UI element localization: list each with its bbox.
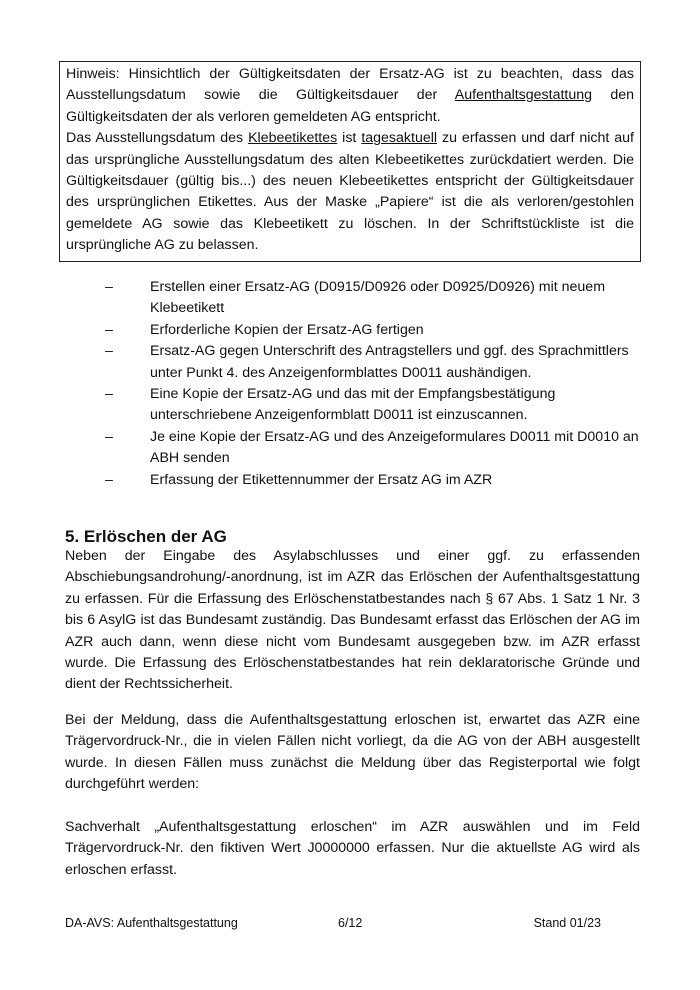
section-paragraph-2: Bei der Meldung, dass die Aufenthaltsgestattung erloschen ist, erwartet das AZR eine Trägervordruck-Nr., die in vielen Fällen nicht vorliegt, da die AG von der ABH ausgestellt wurde. In diesen Fällen muss zunächst die Meldung über das Registerportal wie folgt durchgeführt werden: bbox=[65, 712, 640, 793]
notice-text: Das Ausstellungsdatum des bbox=[66, 130, 249, 147]
list-item bbox=[105, 470, 640, 491]
list-item-text: Erforderliche Kopien der Ersatz-AG fertigen bbox=[150, 321, 424, 338]
dash-bullet-icon: – bbox=[105, 321, 113, 338]
notice-paragraph-2 bbox=[66, 128, 634, 256]
dash-bullet-icon: – bbox=[105, 386, 113, 403]
section-paragraph-1: Neben der Eingabe des Asylabschlusses und einer ggf. zu erfassenden Abschiebungsandrohung/-anordnung, ist im AZR das Erlöschen der Aufenthaltsgestattung zu erfassen. Für die Erfassung des Erlöschenstatbestandes nach § 67 Abs. 1 Satz 1 Nr. 3 bis 6 AsylG ist das Bundesamt zuständig. Das Bundesamt erfasst das Erlöschen der AG im AZR auch dann, wenn diese nicht vom Bundesamt ausgegeben bzw. im AZR erfasst wurde. Die Erfassung des Erlöschenstatbestandes hat rein deklaratorische Gründe und dient der Rechtssicherheit. bbox=[65, 548, 640, 693]
list-item-text: Erstellen einer Ersatz-AG (D0915/D0926 oder D0925/D0926) mit neuem Klebeetikett bbox=[150, 279, 606, 317]
notice-text: Hinweis: Hinsichtlich der Gültigkeitsdaten der Ersatz-AG ist zu beachten, dass das Ausstellungsdatum sowie die Gültigkeitsdauer der bbox=[66, 66, 634, 104]
list-item-text: Eine Kopie der Ersatz-AG und das mit der Empfangsbestätigung unterschriebene Anzeigenformblatt D0011 ist einzuscannen. bbox=[150, 386, 556, 424]
notice-text: ist bbox=[337, 130, 362, 147]
steps-list bbox=[105, 277, 640, 491]
notice-text: den Gültigkeitsdaten der als verloren gemeldeten AG entspricht. bbox=[66, 87, 634, 125]
section-paragraph-3: Sachverhalt „Aufenthaltsgestattung erloschen“ im AZR auswählen und im Feld Trägervordruck-Nr. den fiktiven Wert J0000000 erfassen. Nur die aktuellste AG wird als erloschen erfasst. bbox=[65, 819, 640, 878]
dash-bullet-icon: – bbox=[105, 471, 113, 488]
dash-bullet-icon: – bbox=[105, 343, 113, 360]
list-item-text: Erfassung der Etikettennummer der Ersatz AG im AZR bbox=[150, 471, 493, 488]
dash-bullet-icon: – bbox=[105, 428, 113, 445]
list-item bbox=[105, 427, 640, 470]
list-item bbox=[105, 341, 640, 384]
dash-bullet-icon: – bbox=[105, 279, 113, 295]
notice-term-tagesaktuell: tagesaktuell bbox=[361, 130, 438, 147]
notice-term-klebeetikettes: Klebeetikettes bbox=[248, 130, 338, 147]
notice-box bbox=[59, 61, 641, 262]
notice-text: zu erfassen und darf nicht auf das ursprüngliche Ausstellungsdatum des alten Klebeetikettes zurückdatiert werden. Die Gültigkeitsdauer (gültig bis...) des neuen Klebeetikettes entspricht der Gültigkeitsdauer des ursprünglichen Etikettes. Aus der Maske „Papiere“ ist die als verloren/gestohlen gemeldete AG sowie das Klebeetikett zu löschen. In der Schriftstückliste ist die ursprüngliche AG zu belassen. bbox=[66, 130, 634, 254]
footer-document-title: DA-AVS: Aufenthaltsgestattung bbox=[65, 916, 238, 930]
list-item bbox=[105, 320, 640, 341]
notice-paragraph-1 bbox=[66, 64, 634, 128]
notice-term-aufenthaltsgestattung: Aufenthaltsgestattung bbox=[454, 87, 593, 104]
footer-version: Stand 01/23 bbox=[533, 916, 601, 930]
page-footer bbox=[65, 916, 601, 936]
section-heading: 5. Erlöschen der AG bbox=[65, 527, 227, 546]
list-item-text: Je eine Kopie der Ersatz-AG und des Anzeigeformulares D0011 mit D0010 an ABH senden bbox=[150, 428, 639, 467]
list-item-text: Ersatz-AG gegen Unterschrift des Antragstellers und ggf. des Sprachmittlers unter Punkt 4. des Anzeigenformblattes D0011 aushändigen. bbox=[150, 343, 629, 381]
list-item bbox=[105, 277, 640, 320]
list-item bbox=[105, 384, 640, 427]
footer-page-number: 6/12 bbox=[338, 916, 363, 930]
